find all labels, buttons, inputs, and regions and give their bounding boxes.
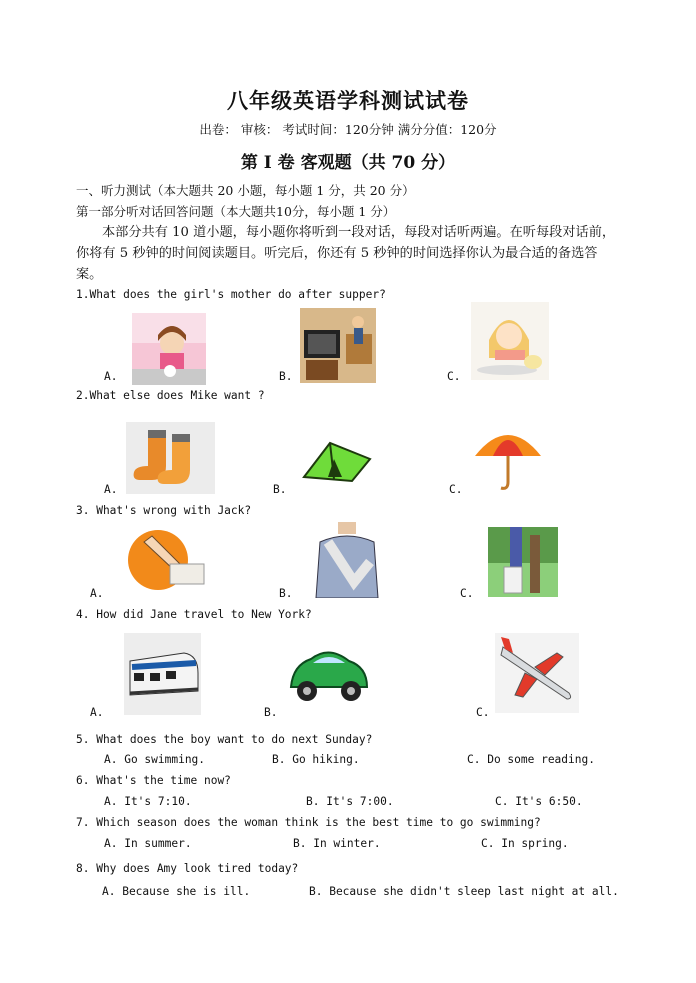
section-title: 第 I 卷 客观题（共 70 分） <box>240 153 456 173</box>
question-6-option-b: B. It's 7:00. <box>306 795 394 808</box>
washing-dishes-image-icon <box>132 313 206 385</box>
umbrella-image-icon <box>471 420 545 494</box>
question-7-option-c: C. In spring. <box>481 837 569 850</box>
question-2-option-c: C. <box>449 483 463 496</box>
exam-meta: 出卷： 审核： 考试时间：120分钟 满分分值：120分 <box>199 122 497 137</box>
socks-image-icon <box>126 422 215 494</box>
question-5-option-c: C. Do some reading. <box>467 753 595 766</box>
question-7-text: 7. Which season does the woman think is the best time to go swimming? <box>76 816 541 829</box>
part1-subheading: 第一部分听对话回答问题（本大题共10分，每小题 1 分） <box>76 204 396 219</box>
drinking-tea-image-icon <box>471 302 549 380</box>
question-1-option-a: A. <box>104 370 118 383</box>
part1-instructions: 本部分共有 10 道小题，每小题你将听到一段对话，每段对话听两遍。在听每段对话前，你将有 5 秒钟的时间阅读题目。听完后，你还有 5 秒钟的时间选择你认为最合适的备选答案。 <box>76 225 616 282</box>
question-7-option-b: B. In winter. <box>293 837 381 850</box>
question-1-text: 1.What does the girl's mother do after supper? <box>76 288 386 301</box>
watching-tv-image-icon <box>300 308 376 383</box>
question-4-option-a: A. <box>90 706 104 719</box>
question-5-option-a: A. Go swimming. <box>104 753 206 766</box>
part1-heading: 一、听力测试（本大题共 20 小题，每小题 1 分，共 20 分） <box>76 183 415 198</box>
question-1-option-b: B. <box>279 370 293 383</box>
question-3-option-c: C. <box>460 587 474 600</box>
hurt-hand-image-icon <box>122 522 208 596</box>
question-1-option-c: C. <box>447 370 461 383</box>
question-5-text: 5. What does the boy want to do next Sunday? <box>76 733 373 746</box>
question-3-text: 3. What's wrong with Jack? <box>76 504 252 517</box>
question-8-option-b: B. Because she didn't sleep last night at all. <box>309 885 619 898</box>
question-2-text: 2.What else does Mike want ? <box>76 389 265 402</box>
question-3-option-b: B. <box>279 587 293 600</box>
arm-sling-image-icon <box>314 522 380 598</box>
train-image-icon <box>124 633 201 715</box>
question-7-option-a: A. In summer. <box>104 837 192 850</box>
question-2-option-a: A. <box>104 483 118 496</box>
question-8-text: 8. Why does Amy look tired today? <box>76 862 299 875</box>
question-5-option-b: B. Go hiking. <box>272 753 360 766</box>
question-2-option-b: B. <box>273 483 287 496</box>
question-6-option-c: C. It's 6:50. <box>495 795 583 808</box>
leg-cast-image-icon <box>488 527 558 597</box>
car-image-icon <box>285 635 372 714</box>
question-4-option-b: B. <box>264 706 278 719</box>
question-3-option-a: A. <box>90 587 104 600</box>
question-4-text: 4. How did Jane travel to New York? <box>76 608 312 621</box>
question-6-text: 6. What's the time now? <box>76 774 231 787</box>
tent-image-icon <box>300 437 374 485</box>
plane-image-icon <box>495 633 579 713</box>
exam-title: 八年级英语学科测试试卷 <box>227 89 469 113</box>
question-6-option-a: A. It's 7:10. <box>104 795 192 808</box>
question-8-option-a: A. Because she is ill. <box>102 885 251 898</box>
question-4-option-c: C. <box>476 706 490 719</box>
